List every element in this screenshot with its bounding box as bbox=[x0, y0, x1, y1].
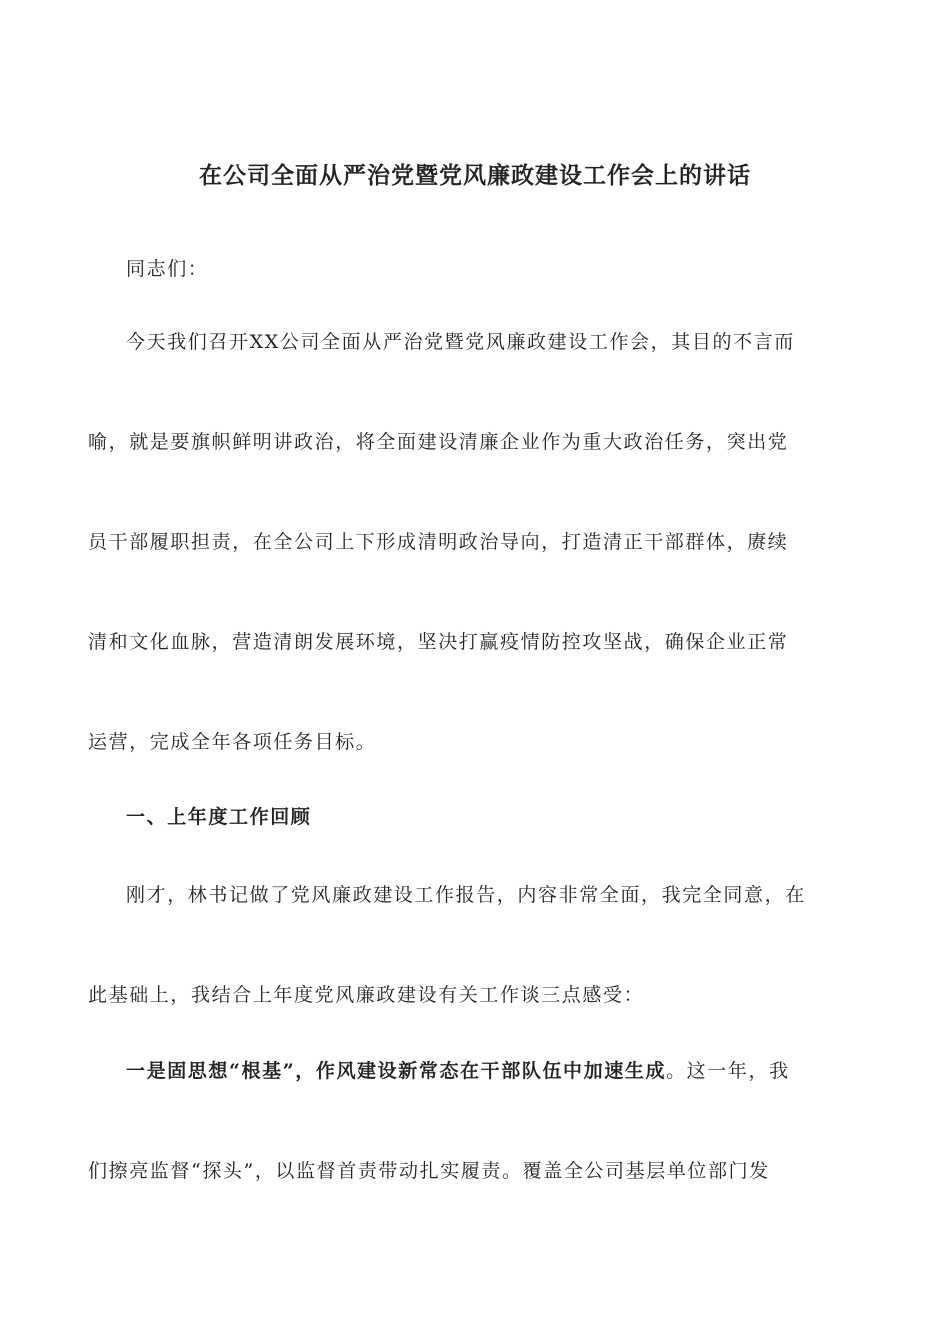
paragraph-text: 。这一年，我 bbox=[666, 1060, 790, 1082]
paragraph-line: 刚才，林书记做了党风廉政建设工作报告，内容非常全面，我完全同意，在 bbox=[126, 884, 806, 906]
paragraph-line: 喻，就是要旗帜鲜明讲政治，将全面建设清廉企业作为重大政治任务，突出党 bbox=[88, 431, 789, 453]
section-heading: 一、上年度工作回顾 bbox=[126, 806, 312, 828]
greeting: 同志们： bbox=[126, 258, 209, 280]
paragraph-line bbox=[126, 1056, 790, 1086]
paragraph-line: 运营，完成全年各项任务目标。 bbox=[88, 731, 377, 753]
page-title: 在公司全面从严治党暨党风廉政建设工作会上的讲话 bbox=[199, 162, 751, 189]
paragraph-line: 此基础上，我结合上年度党风廉政建设有关工作谈三点感受： bbox=[88, 984, 645, 1006]
paragraph-line: 清和文化血脉，营造清朗发展环境，坚决打赢疫情防控攻坚战，确保企业正常 bbox=[88, 631, 789, 653]
paragraph-line: 员干部履职担责，在全公司上下形成清明政治导向，打造清正干部群体，赓续 bbox=[88, 531, 789, 553]
emphasis-text: 一是固思想“根基”，作风建设新常态在干部队伍中加速生成 bbox=[126, 1060, 667, 1082]
paragraph-line: 今天我们召开XX公司全面从严治党暨党风廉政建设工作会，其目的不言而 bbox=[126, 331, 795, 353]
paragraph-line: 们擦亮监督“探头”，以监督首责带动扎实履责。覆盖全公司基层单位部门发 bbox=[88, 1160, 770, 1182]
